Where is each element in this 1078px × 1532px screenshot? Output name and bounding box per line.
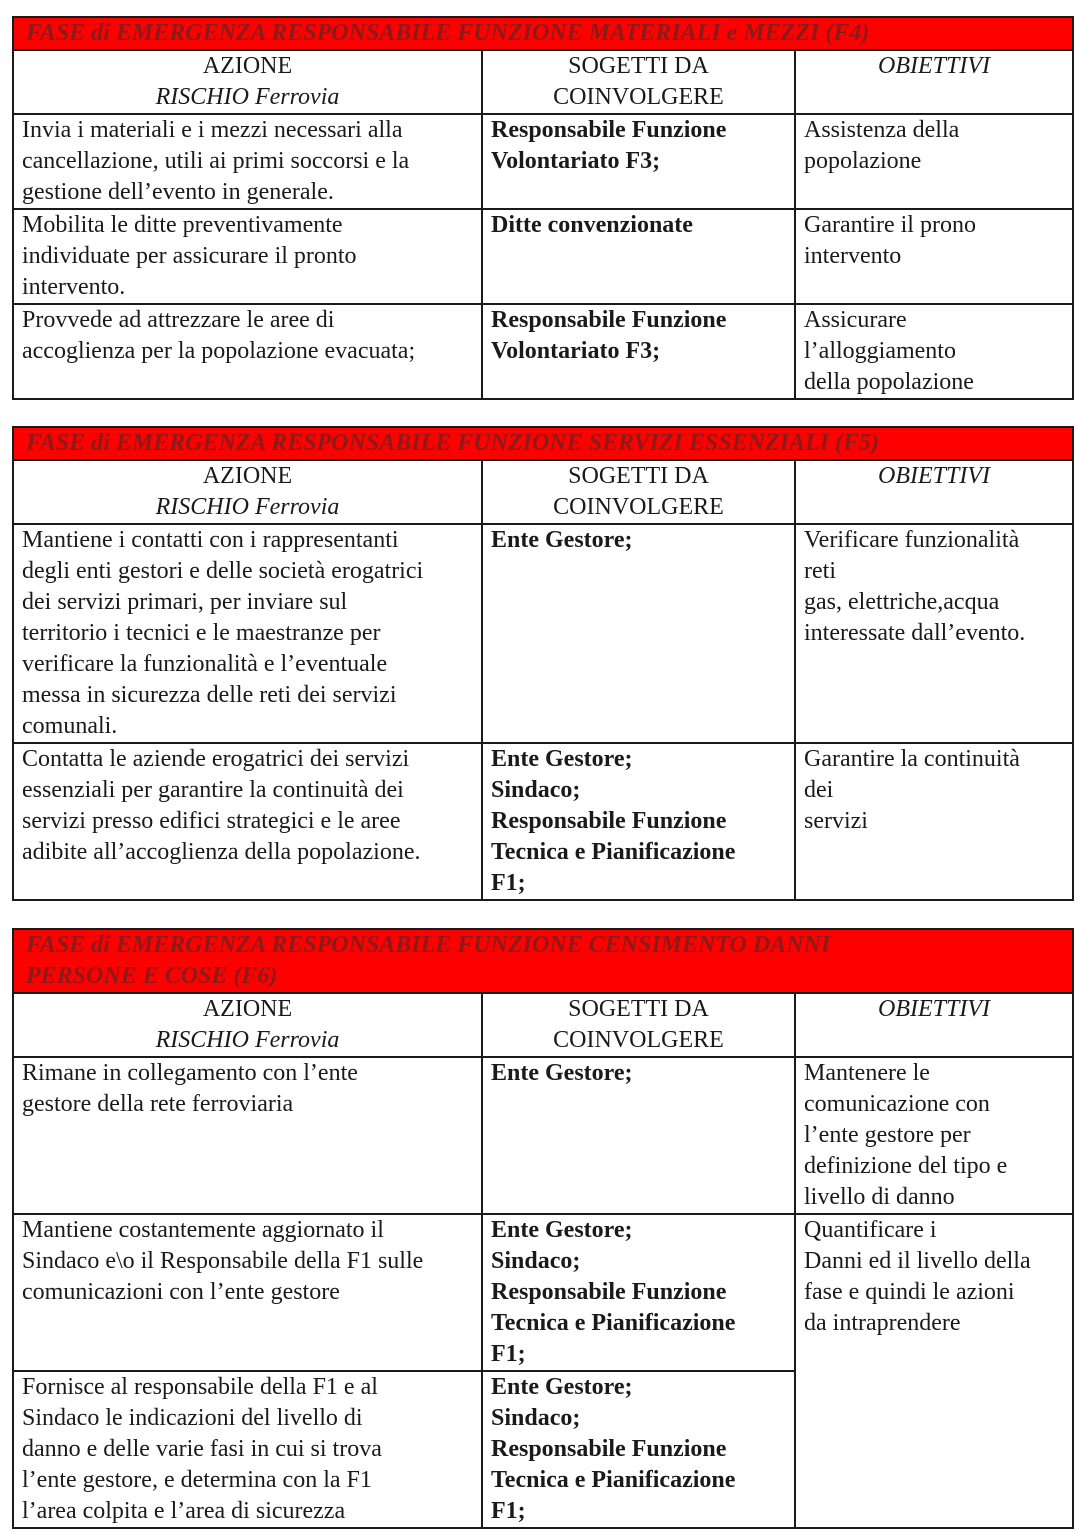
section-title-row xyxy=(13,17,1073,50)
azione-cell: Rimane in collegamento con l’ente gestore della rete ferroviaria xyxy=(13,1057,482,1214)
soggetti-cell: Responsabile Funzione Volontariato F3; xyxy=(482,114,795,209)
section-title: FASE di EMERGENZA RESPONSABILE FUNZIONE SERVIZI ESSENZIALI (F5) xyxy=(13,427,1073,460)
azione-cell: Mantiene i contatti con i rappresentanti degli enti gestori e delle società erogatrici dei servizi primari, per inviare sul territorio i tecnici e le maestranze per verificare la funzionalità e l’eventuale messa in sicurezza delle reti dei servizi comunali. xyxy=(13,524,482,743)
soggetti-cell: Ente Gestore; Sindaco; Responsabile Funzione Tecnica e Pianificazione F1; xyxy=(482,743,795,900)
obiettivi-cell: Assistenza della popolazione xyxy=(795,114,1073,209)
table-f5 xyxy=(12,426,1074,901)
header-soggetti: SOGETTI DA COINVOLGERE xyxy=(482,993,795,1057)
header-obiettivi: OBIETTIVI xyxy=(795,460,1073,524)
header-azione xyxy=(13,460,482,524)
azione-cell: Invia i materiali e i mezzi necessari alla cancellazione, utili ai primi soccorsi e la gestione dell’evento in generale. xyxy=(13,114,482,209)
table-f6 xyxy=(12,928,1074,1529)
header-azione xyxy=(13,50,482,114)
obiettivi-cell: Garantire il prono intervento xyxy=(795,209,1073,304)
header-row xyxy=(13,993,1073,1057)
soggetti-cell: Ente Gestore; xyxy=(482,524,795,743)
header-rischio-label: RISCHIO Ferrovia xyxy=(155,1027,340,1053)
soggetti-cell: Responsabile Funzione Volontariato F3; xyxy=(482,304,795,399)
header-soggetti: SOGETTI DA COINVOLGERE xyxy=(482,50,795,114)
header-azione-label: AZIONE xyxy=(202,996,293,1022)
header-row xyxy=(13,460,1073,524)
obiettivi-cell: Garantire la continuità dei servizi xyxy=(795,743,1073,900)
header-soggetti: SOGETTI DA COINVOLGERE xyxy=(482,460,795,524)
section-title: FASE di EMERGENZA RESPONSABILE FUNZIONE MATERIALI e MEZZI (F4) xyxy=(13,17,1073,50)
header-obiettivi: OBIETTIVI xyxy=(795,993,1073,1057)
azione-cell: Contatta le aziende erogatrici dei servizi essenziali per garantire la continuità dei servizi presso edifici strategici e le aree adibite all’accoglienza della popolazione. xyxy=(13,743,482,900)
soggetti-cell: Ditte convenzionate xyxy=(482,209,795,304)
table-row xyxy=(13,304,1073,399)
header-azione-label: AZIONE xyxy=(202,53,293,79)
obiettivi-cell: Quantificare i Danni ed il livello della fase e quindi le azioni da intraprendere xyxy=(795,1214,1073,1528)
header-azione-label: AZIONE xyxy=(202,463,293,489)
table-row xyxy=(13,209,1073,304)
header-row xyxy=(13,50,1073,114)
obiettivi-cell: Mantenere le comunicazione con l’ente gestore per definizione del tipo e livello di danno xyxy=(795,1057,1073,1214)
table-row xyxy=(13,1057,1073,1214)
table-row xyxy=(13,1214,1073,1371)
header-rischio-label: RISCHIO Ferrovia xyxy=(155,494,340,520)
azione-cell: Mobilita le ditte preventivamente individuate per assicurare il pronto intervento. xyxy=(13,209,482,304)
section-title-row xyxy=(13,427,1073,460)
table-row xyxy=(13,114,1073,209)
section-title-row xyxy=(13,929,1073,993)
obiettivi-cell: Verificare funzionalità reti gas, elettriche,acqua interessate dall’evento. xyxy=(795,524,1073,743)
header-azione xyxy=(13,993,482,1057)
section-title: FASE di EMERGENZA RESPONSABILE FUNZIONE CENSIMENTO DANNI PERSONE E COSE (F6) xyxy=(13,929,1073,993)
azione-cell: Mantiene costantemente aggiornato il Sindaco e\o il Responsabile della F1 sulle comunicazioni con l’ente gestore xyxy=(13,1214,482,1371)
table-f4 xyxy=(12,16,1074,400)
soggetti-cell: Ente Gestore; xyxy=(482,1057,795,1214)
soggetti-cell: Ente Gestore; Sindaco; Responsabile Funzione Tecnica e Pianificazione F1; xyxy=(482,1371,795,1528)
table-row xyxy=(13,743,1073,900)
obiettivi-cell: Assicurare l’alloggiamento della popolazione xyxy=(795,304,1073,399)
header-rischio-label: RISCHIO Ferrovia xyxy=(155,84,340,110)
header-obiettivi: OBIETTIVI xyxy=(795,50,1073,114)
soggetti-cell: Ente Gestore; Sindaco; Responsabile Funzione Tecnica e Pianificazione F1; xyxy=(482,1214,795,1371)
azione-cell: Fornisce al responsabile della F1 e al Sindaco le indicazioni del livello di danno e delle varie fasi in cui si trova l’ente gestore, e determina con la F1 l’area colpita e l’area di sicurezza xyxy=(13,1371,482,1528)
azione-cell: Provvede ad attrezzare le aree di accoglienza per la popolazione evacuata; xyxy=(13,304,482,399)
table-row xyxy=(13,524,1073,743)
